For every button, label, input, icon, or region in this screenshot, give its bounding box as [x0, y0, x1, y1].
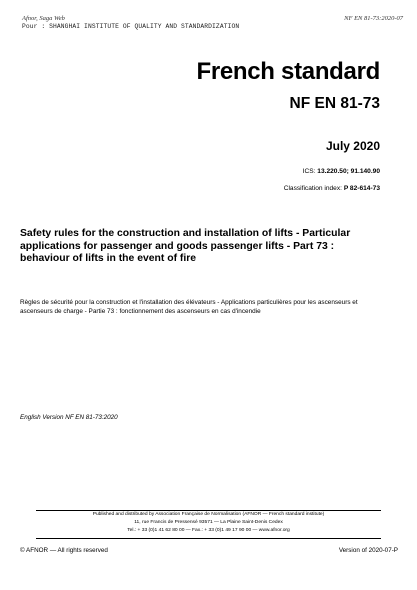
header-licensee: Pour : SHANGHAI INSTITUTE OF QUALITY AND STANDARDIZATION [22, 23, 240, 30]
header-reference: NF EN 81-73:2020-07 [344, 15, 403, 22]
classification-line [284, 185, 380, 192]
classification-label: Classification index: [283, 185, 342, 192]
french-title: Règles de sécurité pour la construction et l'installation des élévateurs - Applications particulières pour les ascenseurs et ascenseurs de charge - Partie 73 : fonctionnement des ascenseurs en cas d'incendie [20, 299, 358, 315]
publisher-address: 11, rue Francis de Pressensé 93571 — La Plaine Saint-Denis Cedex [134, 520, 283, 525]
ics-line [303, 168, 380, 175]
standard-code: NF EN 81-73 [289, 95, 380, 112]
english-title: Safety rules for the construction and installation of lifts - Particular applications for passenger and goods passenger lifts - Part 73 : behaviour of lifts in the event of fire [20, 228, 351, 264]
english-version-note: English Version NF EN 81-73:2020 [20, 414, 118, 421]
header-source: Afnor, Saga Web [22, 15, 65, 22]
classification-value: P 82-614-73 [343, 185, 380, 192]
copyright-notice: © AFNOR — All rights reserved [20, 547, 108, 554]
document-version: Version of 2020-07-P [338, 547, 398, 554]
publisher-line: Published and distributed by Association Française de Normalisation (AFNOR — French standard institute) [92, 512, 325, 517]
standard-type-title: French standard [196, 58, 380, 85]
publication-date: July 2020 [325, 139, 380, 153]
ics-label: ICS: [302, 168, 316, 175]
ics-value: 13.220.50; 91.140.90 [317, 168, 380, 175]
publisher-contact: Tel.: + 33 (0)1 41 62 80 00 — Fax.: + 33 (0)1 49 17 90 00 — www.afnor.org [127, 528, 290, 533]
footer-bottom-rule [36, 538, 381, 539]
